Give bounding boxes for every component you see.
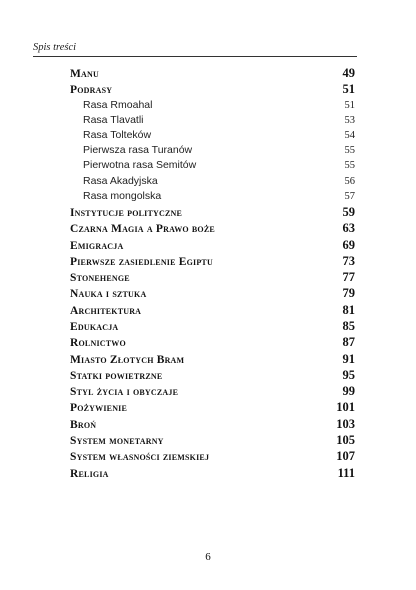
toc-subentry	[70, 114, 355, 129]
toc-entry-page: 49	[342, 66, 355, 80]
toc-subentry	[70, 190, 355, 205]
toc-entry-page: 107	[336, 449, 355, 464]
toc-entry-title: Podrasy	[70, 84, 113, 97]
running-header-title: Spis treści	[33, 42, 77, 53]
toc-entry-title: Architektura	[70, 304, 142, 317]
toc-entry-page: 103	[336, 416, 355, 431]
toc-entry	[70, 221, 355, 237]
toc-entry-page: 95	[342, 367, 355, 382]
toc-entry-page: 69	[342, 237, 355, 252]
toc-entry-title: Statki powietrzne	[70, 369, 163, 382]
toc-entry	[70, 335, 355, 351]
toc-entry-title: Pożywienie	[70, 402, 128, 415]
toc-entry-page: 111	[337, 465, 355, 480]
toc-entry-page: 59	[342, 204, 355, 219]
toc-subentry	[70, 175, 355, 190]
page-number: 6	[205, 551, 211, 563]
toc-entry-title: Instytucje polityczne	[70, 206, 183, 219]
toc-subentry-title: Rasa mongolska	[83, 189, 162, 202]
toc-entry	[70, 205, 355, 221]
toc-subentry-title: Rasa Tolteków	[83, 128, 152, 141]
toc-entry	[70, 433, 355, 449]
toc-entry	[70, 303, 355, 319]
toc-entry-title: Miasto Złotych Bram	[70, 353, 185, 366]
toc-subentry-title: Rasa Akadyjska	[83, 174, 158, 187]
toc-entry	[70, 270, 355, 286]
toc-entry-page: 63	[342, 221, 355, 236]
toc-subentry-title: Rasa Rmoahal	[83, 98, 153, 111]
toc-entry-title: System monetarny	[70, 435, 164, 448]
toc-subentry-page: 55	[344, 145, 355, 157]
toc-entry-title: Rolnictwo	[70, 337, 126, 350]
toc-subentry-title: Rasa Tlavatli	[83, 113, 144, 126]
toc-entry	[70, 400, 355, 416]
toc-entry-page: 91	[342, 351, 355, 366]
toc-entry	[70, 466, 355, 482]
toc-entry-title: Broń	[70, 418, 97, 431]
toc-entry-title: Pierwsze zasiedlenie Egiptu	[70, 255, 213, 268]
toc-subentry-page: 51	[344, 99, 355, 111]
toc-entry-title: Nauka i sztuka	[70, 288, 147, 301]
toc-entry-page: 87	[342, 335, 355, 350]
toc-subentry-page: 57	[344, 190, 355, 202]
toc-subentry-page: 56	[344, 175, 355, 187]
toc-subentry-page: 53	[344, 114, 355, 126]
toc-entry	[70, 319, 355, 335]
toc-entry-page: 99	[342, 384, 355, 399]
toc-entry	[70, 82, 355, 98]
toc-entry-page: 101	[336, 400, 355, 415]
toc-entry-page: 105	[336, 433, 355, 448]
toc-entry-title: Emigracja	[70, 239, 124, 252]
toc-entry	[70, 449, 355, 465]
toc-subentry	[70, 129, 355, 144]
toc-entry	[70, 352, 355, 368]
toc-entry	[70, 368, 355, 384]
toc-entry-title: Czarna Magia a Prawo boże	[70, 223, 215, 236]
toc-entry-title: Styl życia i obyczaje	[70, 386, 179, 399]
toc-entry-title: System własności ziemskiej	[70, 451, 210, 464]
toc-subentry	[70, 159, 355, 174]
toc-subentry-page: 55	[344, 160, 355, 172]
table-of-contents	[70, 66, 355, 482]
toc-subentry-title: Pierwsza rasa Turanów	[83, 144, 193, 157]
toc-entry	[70, 238, 355, 254]
toc-entry-page: 79	[342, 286, 355, 301]
toc-entry-title: Religia	[70, 467, 109, 480]
toc-entry	[70, 254, 355, 270]
toc-subentry-title: Pierwotna rasa Semitów	[83, 159, 197, 172]
toc-subentry-page: 54	[344, 129, 355, 141]
toc-entry-page: 85	[342, 318, 355, 333]
toc-subentry	[70, 144, 355, 159]
toc-entry-page: 77	[342, 270, 355, 285]
running-header	[33, 37, 357, 57]
toc-entry-title: Manu	[70, 68, 99, 80]
toc-entry	[70, 384, 355, 400]
toc-entry	[70, 417, 355, 433]
toc-entry-page: 73	[342, 253, 355, 268]
toc-subentry	[70, 99, 355, 114]
toc-entry-title: Stonehenge	[70, 272, 130, 285]
toc-entry-page: 81	[342, 302, 355, 317]
toc-entry-page: 51	[342, 82, 355, 97]
toc-entry-title: Edukacja	[70, 320, 119, 333]
toc-entry	[70, 66, 355, 82]
toc-entry	[70, 286, 355, 302]
